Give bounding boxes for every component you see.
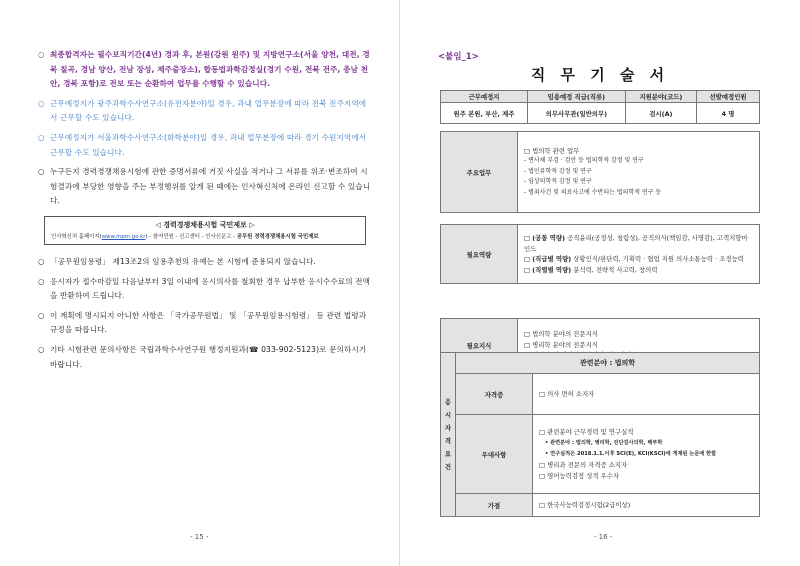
license-text: □ 의사 면허 소지자 [533,374,760,415]
bullet-marker: ○ [38,276,45,286]
preference-item: □ 관련분야 근무경력 및 연구실적 [539,427,634,436]
bonus-label: 가점 [456,494,533,517]
page-number-right: - 16 - [594,533,613,541]
bullet-fraud-report [38,165,372,209]
license-label: 자격증 [456,374,533,415]
bonus-text: □ 한국사능력검정시험(2급이상) [533,494,760,517]
page-number-left: - 15 - [190,533,209,541]
preference-subitem: • 연구실적은 2018.1.1.이후 SCI(E), KCI(KSCI)에 게재된 논문에 한함 [545,450,717,457]
value-location: 원주 본원, 부산, 제주 [441,103,528,124]
bullet-marker: ○ [38,50,45,59]
bullet-marker: ○ [38,167,45,177]
duties-item: - 범죄사건 및 의료사고에 수반되는 법의학적 연구 등 [524,188,662,196]
knowledge-item: □ 법의학 분야의 전문지식 [524,330,598,339]
value-field: 검시(A) [625,103,696,124]
competency-item [524,254,753,265]
qualification-table [440,352,760,517]
qualification-side-label: 응시자격요건 [441,353,456,517]
competency-item-text: 분석력, 전략적 사고력, 창의력 [571,265,658,274]
duties-item: - 법인류학적 감정 및 연구 [524,167,592,175]
report-box-title: ◁ 경력경쟁채용시험 국민제보 ▷ [155,220,255,229]
bullet-marker: ○ [38,132,45,142]
public-report-box [44,216,366,245]
preference-label: 우대사항 [456,415,533,494]
duties-label: 주요업무 [441,132,518,213]
competency-label: 필요역량 [441,225,518,284]
bullet-regulations [38,309,372,338]
bullet-contact [38,343,372,372]
bullet-text: 기타 시험관련 문의사항은 국립과학수사연구원 행정지원과(☎ 033-902-5123)로 문의하시기 바랍니다. [50,344,367,369]
bullet-marker: ○ [38,344,45,354]
attachment-label: <붙임_1> [438,52,479,62]
knowledge-item: □ 병리학 분야의 전문지식 [524,340,598,349]
report-path-bold: 공무원 경력경쟁채용시험 국민제보 [236,233,319,240]
competency-item-title: □ (직급별 역량) [524,255,572,263]
report-path-a: 인사혁신처 홈페이지( [51,233,102,240]
page-divider [399,0,400,566]
col-grade: 임용예정 직급(직류) [528,91,626,103]
knowledge-label: 필요지식 [441,319,518,372]
preference-item: □ 병리과 전문의 자격증 소지자 [539,460,628,469]
report-path-b: ) - 참여민원 - 신고센터 - 인사신문고 - [145,233,237,240]
col-field: 지원분야(코드) [625,91,696,103]
report-box-path [51,232,359,240]
qualification-field: 관련분야 : 법의학 [456,353,760,374]
bullet-text: 「공무원임용령」 제13조2의 임용추천의 유예는 본 시험에 준용되지 않습니다. [50,256,316,266]
bullet-text: 근무예정지가 광주과학수사연구소(유전자분야)일 경우, 과내 업무분장에 따라 전북 전주지역에서 근무할 수도 있습니다. [50,98,367,123]
competency-item-title: □ (공통 역량) [524,234,566,242]
competency-item-text: 상황인식/판단력, 기획력 · 협업 지원 의사소통능력 · 조정능력 [571,255,744,263]
report-url-link[interactable]: www.mpm.go.kr [101,233,146,240]
preference-item: □ 영어능력검정 성적 우수자 [539,471,620,480]
position-header-table [440,90,760,124]
col-headcount: 선발예정인원 [697,91,760,103]
bullet-refund [38,275,372,304]
competency-item [524,265,753,276]
duties-table [440,131,760,213]
competency-item-title: □ (직렬별 역량) [524,265,572,274]
left-page [38,48,372,377]
value-grade: 의무사무관(일반의무) [528,103,626,124]
bullet-text: 누구든지 경력경쟁채용시험에 관한 증명서류에 거짓 사실을 적거나 그 서류를 위조·변조하여 시험결과에 부당한 영향을 주는 부정행위를 알게 된 때에는 인사혁신처에 온라인 신고할 수 있습니다. [50,167,371,206]
value-headcount: 4 명 [697,103,760,124]
document-title: 직 무 기 술 서 [530,66,670,84]
bullet-transfer [38,48,372,92]
bullet-gwangju [38,97,372,126]
preference-subitem: • 관련분야 : 법의학, 병리학, 진단검사의학, 해부학 [545,439,663,446]
bullet-seoul [38,131,372,160]
bullet-marker: ○ [38,98,45,108]
bullet-text: 근무예정지가 서울과학수사연구소(화학분야)일 경우, 과내 업무분장에 따라 경기 수원지역에서 근무할 수도 있습니다. [50,132,367,157]
duties-heading: □ 법의학 관련 업무 [524,146,580,155]
duties-item: - 변사체 부검 · 검안 등 법의학적 감정 및 연구 [524,157,644,165]
col-location: 근무예정지 [441,91,528,103]
competency-table [440,224,760,284]
bullet-text: 이 계획에 명시되지 아니한 사항은 「국가공무원법」 및 「공무원임용시험령」 등 관련 법령과 규정을 따릅니다. [50,310,367,335]
competency-item-text: 공직윤리(공정성, 청렴성), 공직의식(책임감, 사명감), 고객지향마인드 [524,234,748,253]
competency-item [524,233,753,254]
duties-item: - 임상의학적 감정 및 연구 [524,178,592,186]
bullet-text: 응시자가 접수마감일 다음날부터 3일 이내에 응시의사를 철회한 경우 납부한 응시수수료의 전액을 반환하여 드립니다. [50,276,371,301]
bullet-marker: ○ [38,256,45,266]
bullet-text: 최종합격자는 필수보직기간(4년) 경과 후, 본원(강원 원주) 및 지방연구소(서울 양천, 대전, 경북 칠곡, 경남 양산, 전남 장성, 제주출장소), 합동법과학감정실(경기 수원, 전북 전주, 충남 천안, 경북 포항)로 전보 또는 순환하여 업무를 수행할 수 있습니다. [50,50,370,89]
bullet-appointment [38,255,372,270]
bullet-marker: ○ [38,310,45,320]
